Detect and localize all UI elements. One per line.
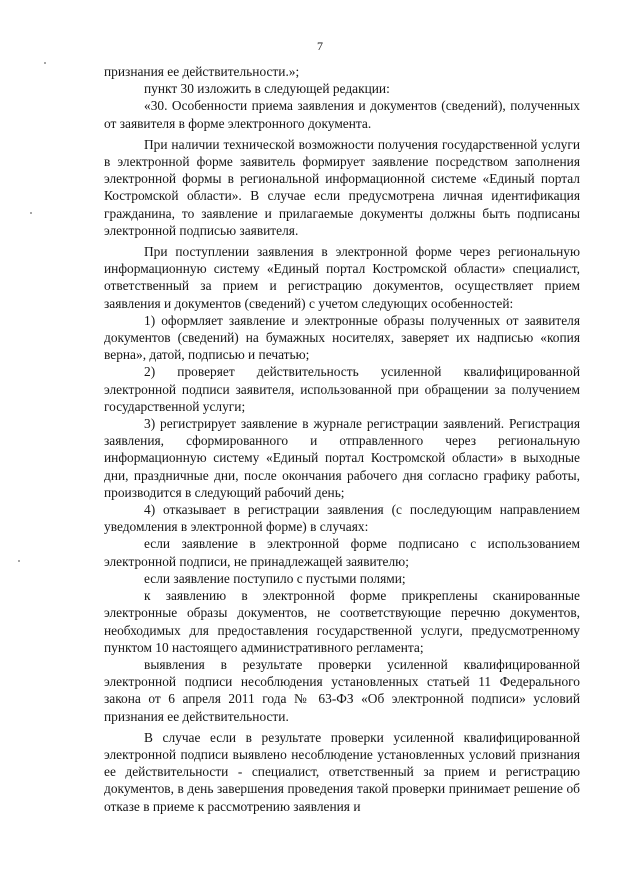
page-number: 7 <box>317 39 323 53</box>
scan-speck <box>30 212 32 214</box>
refusal-case-4: выявления в результате проверки усиленной квалифицированной электронной подписи несоблюдения установленных статьей 11 Федерального закона от 6 апреля 2011 года № 63-ФЗ «Об электронной подписи» условий признания ее действительности. <box>104 656 580 724</box>
paragraph-section-30-heading: «30. Особенности приема заявления и документов (сведений), полученных от заявителя в форме электронного документа. <box>104 98 580 131</box>
paragraph-continuation: признания ее действительности.»; <box>104 64 300 79</box>
list-item-1: 1) оформляет заявление и электронные образы полученных от заявителя документов (сведений) на бумажных носителях, заверяет их надписью «копия верна», датой, подписью и печатью; <box>104 312 580 363</box>
list-item-3: 3) регистрирует заявление в журнале регистрации заявлений. Регистрация заявления, сформированного и отправленного через региональную информационную систему «Единый портал Костромской области» в выходные дни, праздничные дни, после окончания рабочего дня согласно графику работы, производится в следующий рабочий день; <box>104 416 580 500</box>
paragraph-receipt-procedure: При поступлении заявления в электронной форме через региональную информационную систему «Единый портал Костромской области» специалист, ответственный за прием и регистрацию документов, осуществляет прием заявления и документов (сведений) с учетом следующих особенностей: <box>104 244 580 311</box>
refusal-case-3: к заявлению в электронной форме прикреплены сканированные электронные образы документов, не соответствующие перечню документов, необходимых для предоставления государственной услуги, предусмотренному пунктом 10 настоящего административного регламента; <box>104 588 580 655</box>
paragraph-electronic-form: При наличии технической возможности получения государственной услуги в электронной форме заявитель формирует заявление посредством заполнения электронной формы в региональной информационной системе «Единый портал Костромской области». В случае если предусмотрена личная идентификация гражданина, то заявление и прилагаемые документы должны быть подписаны электронной подписью заявителя. <box>104 136 580 238</box>
scan-speck <box>44 62 46 64</box>
paragraph-amendment-intro: пункт 30 изложить в следующей редакции: <box>144 81 390 97</box>
list-item-2: 2) проверяет действительность усиленной квалифицированной электронной подписи заявителя, использованной при обращении за получением государственной услуги; <box>104 364 580 414</box>
refusal-case-2: если заявление поступило с пустыми полями; <box>144 570 406 586</box>
paragraph-signature-check: В случае если в результате проверки усиленной квалифицированной электронной подписи выявлено несоблюдение установленных условий признания ее действительности - специалист, ответственный за прием и регистрацию документов, в день завершения проведения такой проверки принимает решение об отказе в приеме к рассмотрению заявления и <box>104 729 580 814</box>
scan-speck <box>18 560 20 562</box>
list-item-4: 4) отказывает в регистрации заявления (с последующим направлением уведомления в электронной форме) в случаях: <box>104 502 580 535</box>
refusal-case-1: если заявление в электронной форме подписано с использованием электронной подписи, не принадлежащей заявителю; <box>104 536 580 569</box>
document-body <box>104 63 580 815</box>
